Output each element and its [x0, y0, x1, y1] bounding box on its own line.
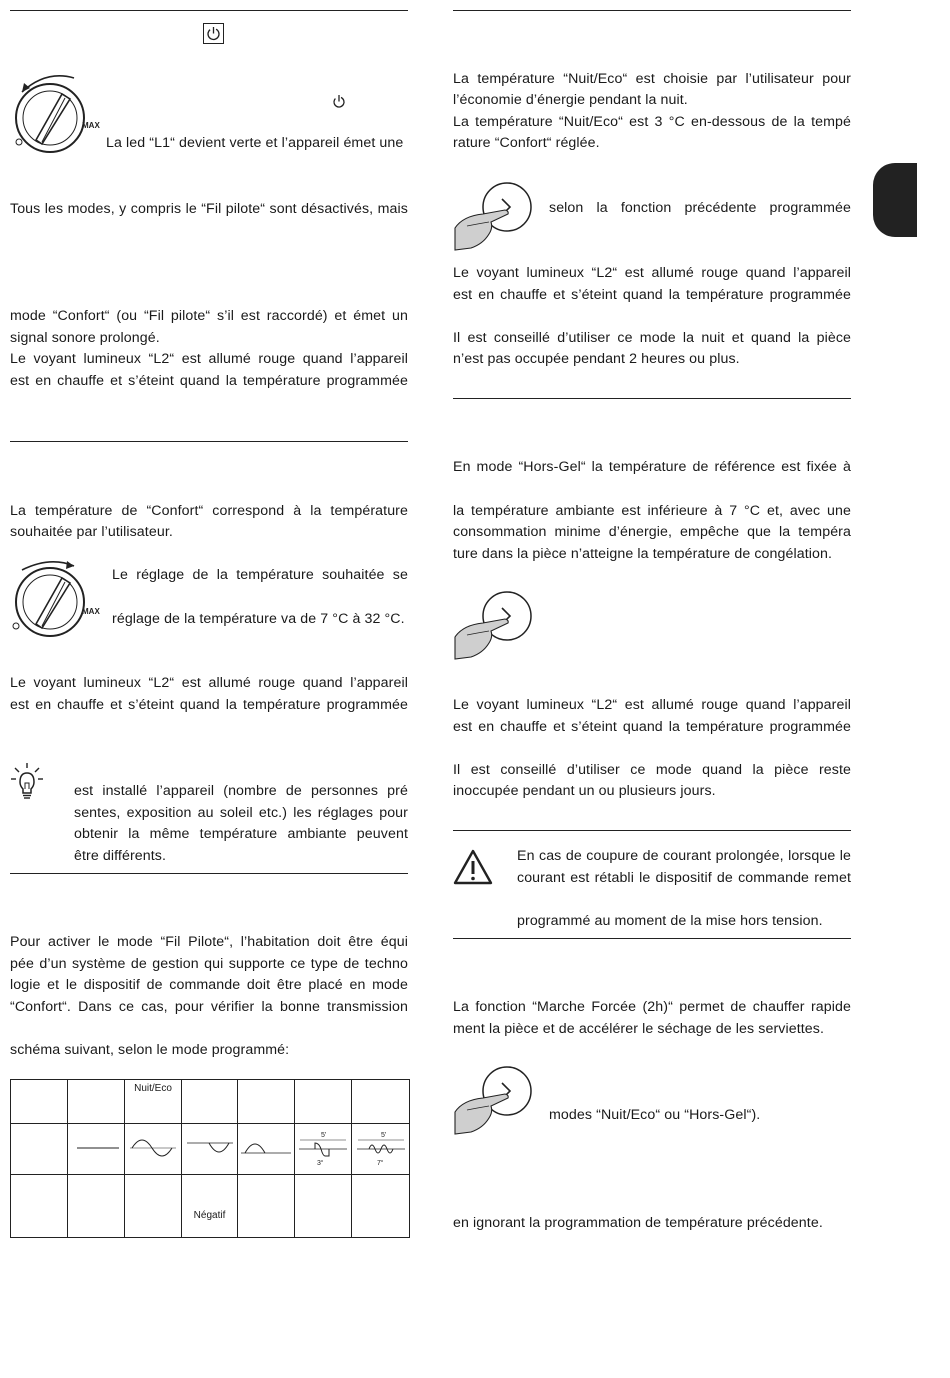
conseil2-line1: Il est conseillé d’utiliser ce mode quand la pièce reste	[453, 762, 851, 778]
positive-half-wave-icon	[239, 1134, 293, 1162]
fil-pilote-line3: logie et le dispositif de commande doit être placé en mode	[10, 977, 408, 993]
signal-pulse-3-cell	[295, 1124, 352, 1175]
l2-text-line1: Le voyant lumineux “L2“ est allumé rouge quand l’appareil	[453, 265, 851, 281]
table-negatif-label: Négatif	[182, 1175, 238, 1238]
table-cell	[295, 1175, 352, 1238]
table-cell	[295, 1080, 352, 1124]
modes-text: modes “Nuit/Eco“ ou “Hors-Gel“).	[549, 1107, 761, 1123]
hors-gel-line4: ture dans la pièce n’atteigne la température de congélation.	[453, 546, 833, 562]
lightbulb-icon	[10, 762, 44, 805]
hors-gel-line2: la température ambiante est inférieure à 7 °C et, avec une	[453, 503, 851, 519]
table-row	[11, 1124, 410, 1175]
conseil-line2: n’est pas occupée pendant 2 heures ou plus.	[453, 351, 740, 367]
marche-forcee-line2: ment la pièce et de accélérer le séchage de les serviettes.	[453, 1021, 825, 1037]
finger-press-button-icon	[453, 1064, 533, 1141]
table-cell	[11, 1124, 68, 1175]
signal-negative-cell	[182, 1124, 238, 1175]
signal-positive-cell	[238, 1124, 295, 1175]
ignorant-text: en ignorant la programmation de température précédente.	[453, 1215, 823, 1231]
reglage-line1: Le réglage de la température souhaitée se	[112, 567, 408, 583]
tip-line3: obtenir la même température ambiante peuvent	[74, 826, 408, 842]
finger-press-button-icon	[453, 180, 533, 257]
tip-line4: être différents.	[74, 848, 167, 864]
hors-gel-line3: consommation minime d’énergie, empêche que la tempéra	[453, 524, 851, 540]
table-cell	[352, 1080, 410, 1124]
fil-pilote-table	[10, 1079, 410, 1238]
table-cell	[352, 1175, 410, 1238]
section-rule	[453, 10, 851, 11]
l2-text-line2: est en chauffe et s’éteint quand la température programmée	[453, 287, 851, 303]
signal-pulse-7-cell	[352, 1124, 410, 1175]
section-rule	[453, 398, 851, 399]
nuit-eco-line4: rature “Confort“ réglée.	[453, 135, 600, 151]
table-cell	[125, 1175, 182, 1238]
l2-text-line1: Le voyant lumineux “L2“ est allumé rouge quand l’appareil	[10, 351, 408, 367]
l2b-text-line1: Le voyant lumineux “L2“ est allumé rouge quand l’appareil	[10, 675, 408, 691]
section-rule	[10, 873, 408, 874]
power-box-icon	[203, 23, 224, 44]
table-cell	[182, 1080, 238, 1124]
marche-forcee-line1: La fonction “Marche Forcée (2h)“ permet de chauffer rapide	[453, 999, 851, 1015]
l2b-text-line2: est en chauffe et s’éteint quand la température programmée	[10, 697, 408, 713]
warning-line1: En cas de coupure de courant prolongée, lorsque le	[517, 848, 851, 864]
table-header-nuit-eco: Nuit/Eco	[125, 1080, 182, 1124]
conseil2-line2: inoccupée pendant un ou plusieurs jours.	[453, 783, 716, 799]
l2b-text-line1: Le voyant lumineux “L2“ est allumé rouge quand l’appareil	[453, 697, 851, 713]
section-rule	[453, 830, 851, 831]
svg-text:3“: 3“	[317, 1159, 324, 1167]
section-tab	[873, 163, 917, 237]
signal-none-cell	[68, 1124, 125, 1175]
confort-beep-line2: signal sonore prolongé.	[10, 330, 160, 346]
l2-text-line2: est en chauffe et s’éteint quand la température programmée	[10, 373, 408, 389]
knob-dial-set-icon	[10, 556, 106, 647]
warning-line3: programmé au moment de la mise hors tension.	[517, 913, 823, 929]
knob-dial-off-icon	[12, 70, 108, 161]
section-rule	[453, 938, 851, 939]
nuit-eco-line3: La température “Nuit/Eco“ est 3 °C en-dessous de la tempé	[453, 114, 851, 130]
confort-def-line1: La température de “Confort“ correspond à la température	[10, 503, 408, 519]
confort-def-line2: souhaitée par l’utilisateur.	[10, 524, 173, 540]
finger-press-button-icon	[453, 589, 533, 666]
section-rule	[10, 10, 408, 11]
warning-line2: courant est rétabli le dispositif de commande remet	[517, 870, 851, 886]
table-cell	[11, 1080, 68, 1124]
conseil-line1: Il est conseillé d’utiliser ce mode la nuit et quand la pièce	[453, 330, 851, 346]
fil-pilote-line1: Pour activer le mode “Fil Pilote“, l’habitation doit être équi	[10, 934, 408, 950]
hors-gel-line1: En mode “Hors-Gel“ la température de référence est fixée à	[453, 459, 851, 475]
dial-max-label: MAX	[82, 607, 100, 616]
led-l1-text: La led “L1“ devient verte et l’appareil émet une	[106, 135, 404, 151]
table-cell	[68, 1080, 125, 1124]
table-row	[11, 1175, 410, 1238]
pulse-7s-wave-icon	[355, 1129, 407, 1167]
nuit-eco-line2: l’économie d’énergie pendant la nuit.	[453, 92, 688, 108]
svg-text:5’: 5’	[321, 1131, 327, 1139]
confort-beep-line1: mode “Confort“ (ou “Fil pilote“ s’il est raccordé) et émet un	[10, 308, 408, 324]
reglage-line2: réglage de la température va de 7 °C à 32 °C.	[112, 611, 405, 627]
table-cell	[68, 1175, 125, 1238]
table-row	[11, 1080, 410, 1124]
fil-pilote-line4: “Confort“. Dans ce cas, pour vérifier la bonne transmission	[10, 999, 408, 1015]
power-icon	[332, 93, 346, 109]
signal-full-wave-cell	[125, 1124, 182, 1175]
table-cell	[11, 1175, 68, 1238]
dial-max-label: MAX	[82, 121, 100, 130]
negative-half-wave-icon	[185, 1134, 235, 1162]
flat-line-icon	[71, 1138, 121, 1158]
warning-triangle-icon	[453, 848, 493, 891]
pulse-3s-wave-icon	[297, 1129, 349, 1167]
section-rule	[10, 441, 408, 442]
nuit-eco-line1: La température “Nuit/Eco“ est choisie par l’utilisateur pour	[453, 71, 851, 87]
svg-text:5’: 5’	[380, 1131, 386, 1139]
modes-disabled-text: Tous les modes, y compris le “Fil pilote“ sont désactivés, mais	[10, 201, 408, 217]
table-cell	[238, 1175, 295, 1238]
svg-text:7“: 7“	[376, 1159, 383, 1167]
l2b-text-line2: est en chauffe et s’éteint quand la température programmée	[453, 719, 851, 735]
schema-text: schéma suivant, selon le mode programmé:	[10, 1042, 290, 1058]
sine-wave-icon	[128, 1134, 178, 1162]
tip-line1: est installé l’appareil (nombre de personnes pré	[74, 783, 408, 799]
selon-text: selon la fonction précédente programmée	[549, 200, 851, 216]
fil-pilote-line2: pée d’un système de gestion qui supporte ce type de techno	[10, 956, 408, 972]
tip-line2: sentes, exposition au soleil etc.) les réglages pour	[74, 805, 408, 821]
table-cell	[238, 1080, 295, 1124]
